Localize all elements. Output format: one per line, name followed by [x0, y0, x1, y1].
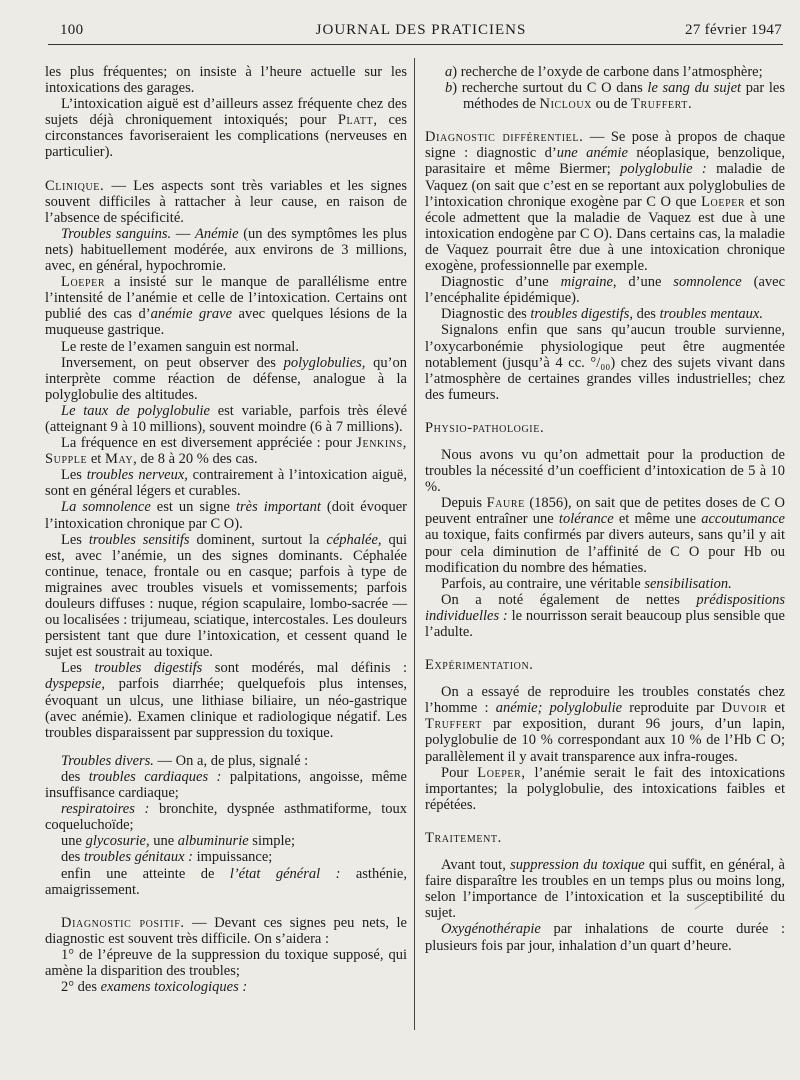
list-item: des troubles cardiaques : palpitations, angoisse, même insuffisance cardiaque; — [45, 768, 407, 802]
paragraph: Diagnostic d’une migraine, d’une somnolence (avec l’encéphalite épidémique). — [425, 274, 785, 307]
paragraph: Les troubles sensitifs dominent, surtout la céphalée, qui est, avec l’anémie, un des signes dominants. Céphalée continue, tenace, frontale ou en casque; parfois à type de migraines avec troubles visuels et vomissements; parfois douleurs diffuses : nuque, région scapulaire, lombo-sacrée — ou localisées : trijumeau, sciatique, intercostales. Les douleurs persistent tant que dure l’intoxication, et cessent quand le sujet est soustrait au toxique. — [45, 531, 408, 661]
section-heading: Expérimentation. — [425, 657, 534, 674]
paragraph: Depuis Faure (1856), on sait que de petites doses de C O peuvent entraîner une tolérance et même une accoutumance au toxique, faits confirmés par divers auteurs, sans qu’il y ait pour cela diminution de l’affinité de C O pour Hb ou modification du nombre des hématies. — [425, 495, 785, 576]
section-heading: Physio-pathologie. — [425, 419, 545, 436]
header-rule — [48, 44, 783, 45]
section-diagnostic-differentiel: Diagnostic différentiel. — Se pose à propos de chaque signe : diagnostic d’une anémie néoplasique, benzolique, parasitaire et même Biermer; polyglobulie : maladie de Vaquez (on sait que c’est en se reportant aux polyglobulies de l’intoxication chronique exogène par C O que Loeper et son école admettent que la maladie de Vaquez est due à une intoxication endogène par C O). Dans certains cas, la maladie de Vaquez pourrait être due à une intoxication chronique exogène, professionnelle par exemple. — [425, 129, 786, 275]
paragraph: Loeper a insisté sur le manque de parallélisme entre l’intensité de l’anémie et celle de l’intoxication. Certains ont publié des cas d’anémie grave avec quelques lésions de la muqueuse gastrique. — [45, 274, 408, 339]
list-item: 2° des examens toxicologiques : — [61, 979, 248, 996]
running-header — [60, 20, 782, 42]
paragraph: La fréquence en est diversement appréciée : pour Jenkins, Supple et May, de 8 à 20 % des cas. — [45, 435, 407, 468]
section-heading: Diagnostic positif. — [61, 914, 185, 931]
paragraph: L’intoxication aiguë est d’ailleurs assez fréquente chez des sujets déjà chroniquement intoxiqués; pour Platt, ces circonstances favoriseraient les complications (nerveuses en particulier). — [45, 96, 408, 161]
section-heading: Clinique. — [45, 177, 105, 194]
paragraph: Troubles divers. — On a, de plus, signalé : — [61, 752, 309, 769]
section-heading: Traitement. — [425, 829, 502, 846]
list-item: b) recherche surtout du C O dans le sang du sujet par les méthodes de Nicloux ou de Truffert. — [445, 80, 785, 113]
section-heading: Diagnostic différentiel. — [425, 129, 584, 146]
section-clinique: Clinique. — Les aspects sont très variables et les signes souvent difficiles à rattacher à leur cause, en raison de l’absence de spécificité. — [45, 177, 407, 226]
paragraph: Le taux de polyglobulie est variable, parfois très élevé (atteignant 9 à 10 millions), souvent moindre (6 à 7 millions). — [45, 402, 408, 435]
paragraph: Diagnostic des troubles digestifs, des troubles mentaux. — [441, 306, 763, 323]
list-item: enfin une atteinte de l’état général : asthénie, amaigrissement. — [45, 865, 407, 898]
paragraph: Parfois, au contraire, une véritable sensibilisation. — [441, 575, 732, 592]
paragraph: La somnolence est un signe très important (doit évoquer l’intoxication chronique par C O). — [45, 499, 407, 532]
journal-title: JOURNAL DES PRATICIENS — [315, 22, 527, 38]
list-item: respiratoires : bronchite, dyspnée asthmatiforme, toux coqueluchoïde; — [45, 801, 407, 834]
paragraph: Les troubles digestifs sont modérés, mal définis : dyspepsie, parfois diarrhée; quelquefois plus intenses, évoquant un ulcus, une lithiase biliaire, un néo-gastrique (avec anémie). Examen clinique et radiologique négatif. Les troubles disparaissent par suppression du toxique. — [45, 660, 408, 741]
column-divider — [414, 58, 415, 1030]
paragraph: Le reste de l’examen sanguin est normal. — [61, 338, 299, 355]
paragraph: Inversement, on peut observer des polyglobulies, qu’on interprète comme réaction de défense, analogue à la polyglobulie des altitudes. — [45, 354, 407, 403]
paragraph: Les troubles nerveux, contrairement à l’intoxication aiguë, sont en général légers et curables. — [45, 467, 407, 500]
list-item: a) recherche de l’oxyde de carbone dans l’atmosphère; — [445, 64, 763, 80]
paragraph: On a essayé de reproduire les troubles constatés chez l’homme : anémie; polyglobulie reproduite par Duvoir et Truffert par exposition, durant 96 jours, d’un lapin, polyglobulie de 10 % correspondant aux 10 % de l’Hb C O; parallèlement il y avait transparence aux infra-rouges. — [425, 684, 785, 765]
paragraph: Avant tout, suppression du toxique qui suffit, en général, à faire disparaître les troubles en un temps plus ou moins long, selon l’importance de l’intoxication et la susceptibilité du sujet. — [425, 857, 785, 922]
list-item: une glycosurie, une albuminurie simple; — [61, 833, 295, 850]
paragraph: Oxygénothérapie par inhalations de courte durée : plusieurs fois par jour, inhalation d’un quart d’heure. — [425, 921, 785, 954]
paragraph: On a noté également de nettes prédispositions individuelles : le nourrisson serait beaucoup plus sensible que l’adulte. — [425, 591, 785, 640]
paragraph: Nous avons vu qu’on admettait pour la production de troubles la nécessité d’un coefficient d’intoxication de 5 à 10 %. — [425, 446, 785, 496]
issue-date: 27 février 1947 — [685, 22, 782, 38]
paragraph: Signalons enfin que sans qu’aucun trouble survienne, l’oxycarbonémie physiologique peut être augmentée notablement (jusqu’à 4 cc. °/₀₀) chez des sujets vivant dans l’atmosphère de certaines grandes villes industrielles; chez des fumeurs. — [425, 322, 785, 403]
left-column — [45, 64, 407, 995]
list-item: des troubles génitaux : impuissance; — [61, 849, 273, 866]
list-item: 1° de l’épreuve de la suppression du toxique supposé, qui amène la disparition des troubles; — [45, 946, 407, 979]
paragraph: les plus fréquentes; on insiste à l’heure actuelle sur les intoxications des garages. — [45, 64, 407, 97]
paragraph: Pour Loeper, l’anémie serait le fait des intoxications importantes; la polyglobulie, des intoxications faibles et répétées. — [425, 764, 785, 813]
paragraph: Troubles sanguins. — Anémie (un des symptômes les plus nets) habituellement modérée, aux environs de 3 millions, avec, en général, hypochromie. — [45, 225, 408, 275]
section-diagnostic-positif: Diagnostic positif. — Devant ces signes peu nets, le diagnostic est souvent très difficile. On s’aidera : — [45, 914, 407, 947]
page-number: 100 — [60, 22, 84, 38]
right-column — [425, 64, 785, 954]
